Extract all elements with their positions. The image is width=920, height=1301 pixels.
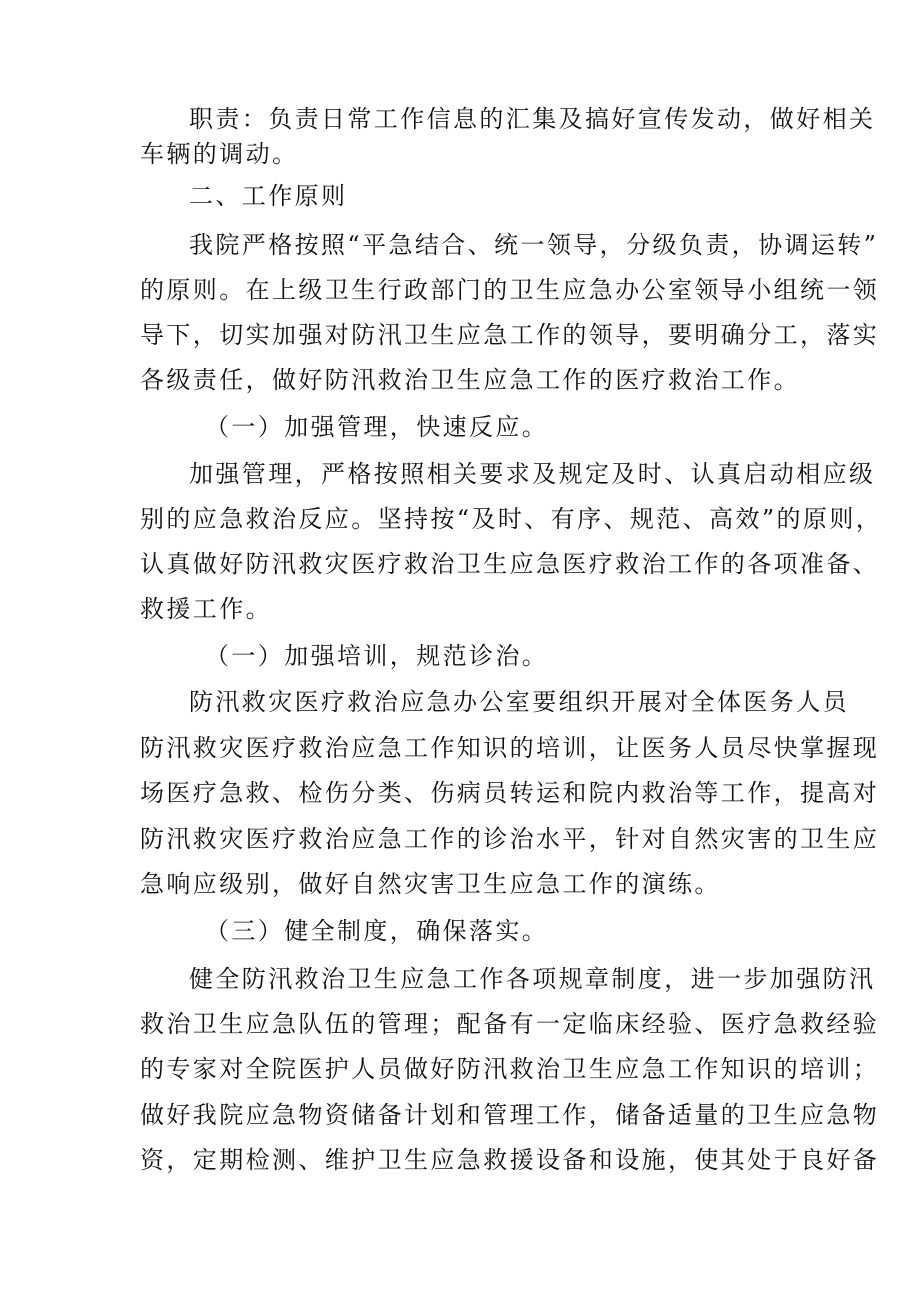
line-12: 救援工作。 — [140, 595, 272, 623]
line-1: 职责：负责日常工作信息的汇集及搞好宣传发动，做好相关 — [189, 105, 876, 133]
line-7: 各级责任，做好防汛救治卫生应急工作的医疗救治工作。 — [140, 366, 800, 394]
line-11: 认真做好防汛救灾医疗救治卫生应急医疗救治工作的各项准备、 — [140, 550, 880, 578]
line-22: 的专家对全院医护人员做好防汛救治卫生应急工作知识的培训； — [140, 1055, 880, 1083]
line-23: 做好我院应急物资储备计划和管理工作，储备适量的卫生应急物 — [140, 1101, 880, 1129]
section-heading-principles: 二、工作原则 — [189, 182, 348, 210]
line-16: 场医疗急救、检伤分类、伤病员转运和院内救治等工作，提高对 — [140, 779, 880, 807]
line-14: 防汛救灾医疗救治应急办公室要组织开展对全体医务人员 — [189, 688, 849, 716]
line-6: 导下，切实加强对防汛卫生应急工作的领导，要明确分工，落实 — [140, 321, 880, 349]
line-24: 资，定期检测、维护卫生应急救援设备和设施，使其处于良好备 — [140, 1146, 880, 1174]
subheading-systems: （三）健全制度，确保落实。 — [205, 917, 549, 945]
line-21: 救治卫生应急队伍的管理；配备有一定临床经验、医疗急救经验 — [140, 1010, 880, 1038]
line-18: 急响应级别，做好自然灾害卫生应急工作的演练。 — [140, 870, 721, 898]
subheading-training: （一）加强培训，规范诊治。 — [205, 642, 549, 670]
line-5: 的原则。在上级卫生行政部门的卫生应急办公室领导小组统一领 — [140, 276, 880, 304]
line-4: 我院严格按照“平急结合、统一领导，分级负责，协调运转” — [189, 231, 879, 259]
line-10: 别的应急救治反应。坚持按“及时、有序、规范、高效”的原则， — [140, 505, 883, 533]
line-2: 车辆的调动。 — [140, 140, 299, 168]
line-15: 防汛救灾医疗救治应急工作知识的培训，让医务人员尽快掌握现 — [140, 734, 880, 762]
line-17: 防汛救灾医疗救治应急工作的诊治水平，针对自然灾害的卫生应 — [140, 825, 880, 853]
line-20: 健全防汛救治卫生应急工作各项规章制度，进一步加强防汛 — [189, 965, 876, 993]
subheading-management: （一）加强管理，快速反应。 — [205, 413, 549, 441]
line-9: 加强管理，严格按照相关要求及规定及时、认真启动相应级 — [189, 460, 876, 488]
